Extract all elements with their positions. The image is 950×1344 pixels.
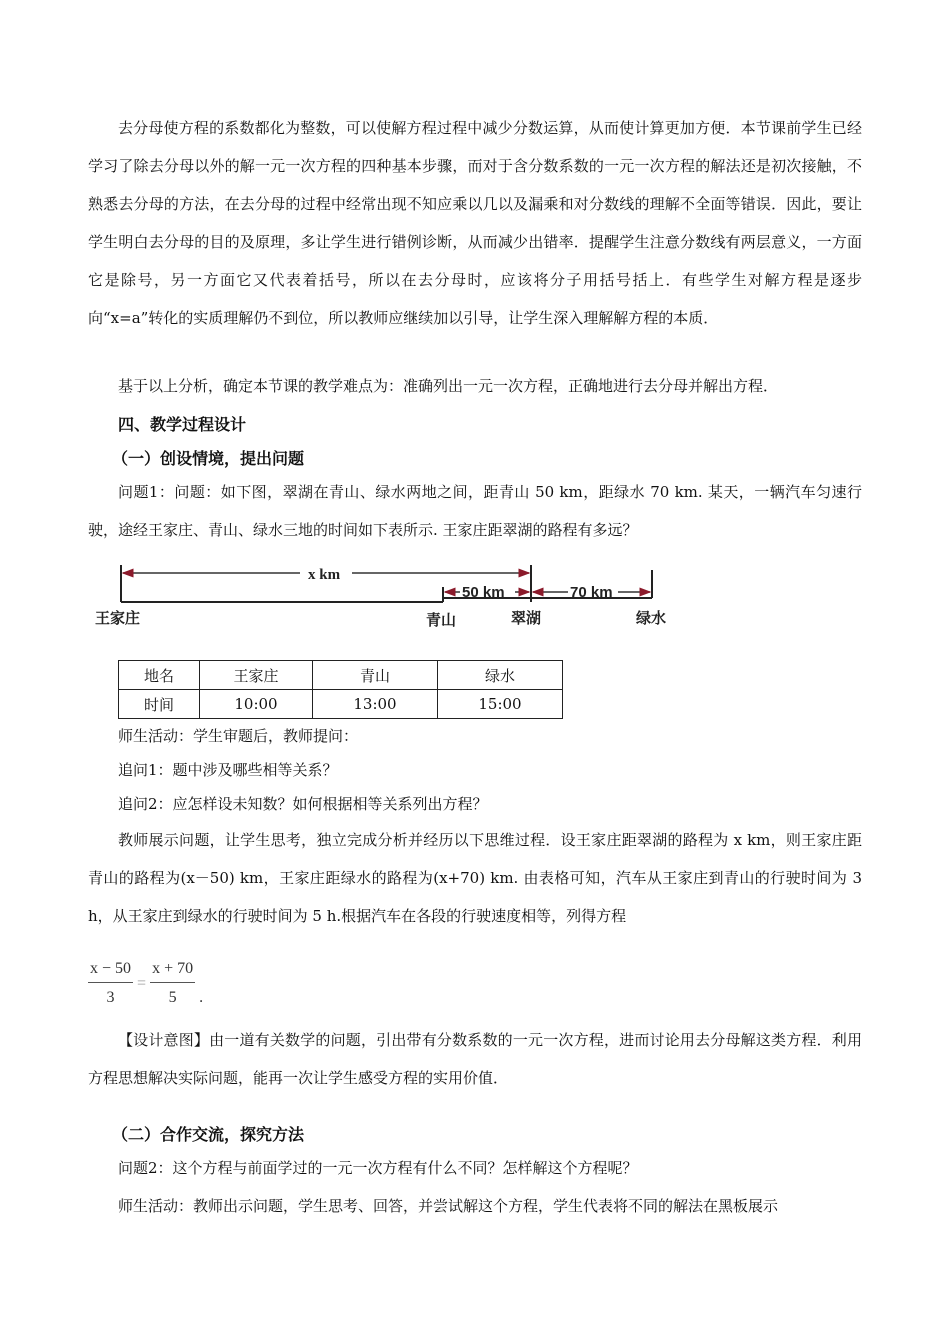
subsection-heading-1: （一）创设情境，提出问题	[112, 449, 305, 468]
time-table	[118, 660, 563, 719]
paragraph-analysis: 去分母使方程的系数都化为整数，可以使解方程过程中减少分数运算，从而使计算更加方便．本节课前学生已经学习了除去分母以外的解一元一次方程的四种基本步骤，而对于含分数系数的一元一次方程的解法还是初次接触，不熟悉去分母的方法，在去分母的过程中经常出现不知应乘以几以及漏乘和对分数线的理解不全面等错误．因此，要让学生明白去分母的目的及原理，多让学生进行错例诊断，从而减少出错率．提醒学生注意分数线有两层意义，一方面它是除号，另一方面它又代表着括号，所以在去分母时，应该将分子用括号括上．有些学生对解方程是逐步向“x=a”转化的实质理解仍不到位，所以教师应继续加以引导，让学生深入理解解方程的本质．	[88, 119, 862, 327]
subsection-heading-2: （二）合作交流，探究方法	[112, 1125, 305, 1144]
section-heading: 四、教学过程设计	[118, 415, 247, 434]
table-row	[119, 661, 563, 690]
equation-left-numerator: x − 50	[88, 960, 133, 983]
equation-right-denominator: 5	[168, 989, 177, 1006]
table-cell: 时间	[119, 690, 200, 719]
design-intent: 【设计意图】由一道有关数学的问题，引出带有分数系数的一元一次方程，进而讨论用去分母解这类方程．利用方程思想解决实际问题，能再一次让学生感受方程的实用价值．	[88, 1031, 862, 1087]
table-cell: 15:00	[438, 690, 563, 719]
table-cell: 青山	[313, 661, 438, 690]
paragraph-difficulty: 基于以上分析，确定本节课的教学难点为：准确列出一元一次方程，正确地进行去分母并解出方程．	[118, 377, 779, 395]
table-cell: 地名	[119, 661, 200, 690]
equation	[88, 960, 203, 1007]
table-cell: 10:00	[200, 690, 313, 719]
table-cell: 13:00	[313, 690, 438, 719]
table-cell: 绿水	[438, 661, 563, 690]
paragraph-analysis-process: 教师展示问题，让学生思考，独立完成分析并经历以下思维过程．设王家庄距翠湖的路程为 x km，则王家庄距青山的路程为(x－50) km，王家庄距绿水的路程为(x+70) km. 由表格可知，汽车从王家庄到青山的行驶时间为 3 h，从王家庄到绿水的行驶时间为 5 h.根据汽车在各段的行驶速度相等，列得方程	[88, 831, 862, 925]
place-qingshan: 青山	[426, 612, 457, 629]
table-row	[119, 690, 563, 719]
question-2: 问题2：这个方程与前面学过的一元一次方程有什么不同？怎样解这个方程呢？	[118, 1159, 638, 1177]
activity-1: 师生活动：学生审题后，教师提问：	[118, 727, 359, 745]
place-wangjiazhuang: 王家庄	[95, 610, 141, 627]
follow-up-1: 追问1：题中涉及哪些相等关系？	[118, 761, 338, 779]
place-cuihu: 翠湖	[511, 610, 542, 627]
table-cell: 王家庄	[200, 661, 313, 690]
distance-diagram	[0, 555, 700, 635]
equation-equals: =	[137, 974, 147, 992]
equation-left-denominator: 3	[106, 989, 115, 1006]
diagram-50km: 50 km	[462, 584, 505, 601]
activity-2: 师生活动：教师出示问题，学生思考、回答，并尝试解这个方程，学生代表将不同的解法在黑板展示	[118, 1197, 779, 1215]
equation-right-numerator: x + 70	[150, 960, 195, 983]
equation-period: .	[199, 989, 204, 1006]
diagram-x-label: x km	[308, 567, 341, 583]
diagram-70km: 70 km	[570, 584, 613, 601]
question-1: 问题1：问题：如下图，翠湖在青山、绿水两地之间，距青山 50 km，距绿水 70 km. 某天，一辆汽车匀速行驶，途经王家庄、青山、绿水三地的时间如下表所示. 王家庄距翠湖的路程有多远？	[88, 483, 862, 539]
follow-up-2: 追问2：应怎样设未知数？如何根据相等关系列出方程？	[118, 795, 488, 813]
place-lvshui: 绿水	[636, 610, 667, 627]
